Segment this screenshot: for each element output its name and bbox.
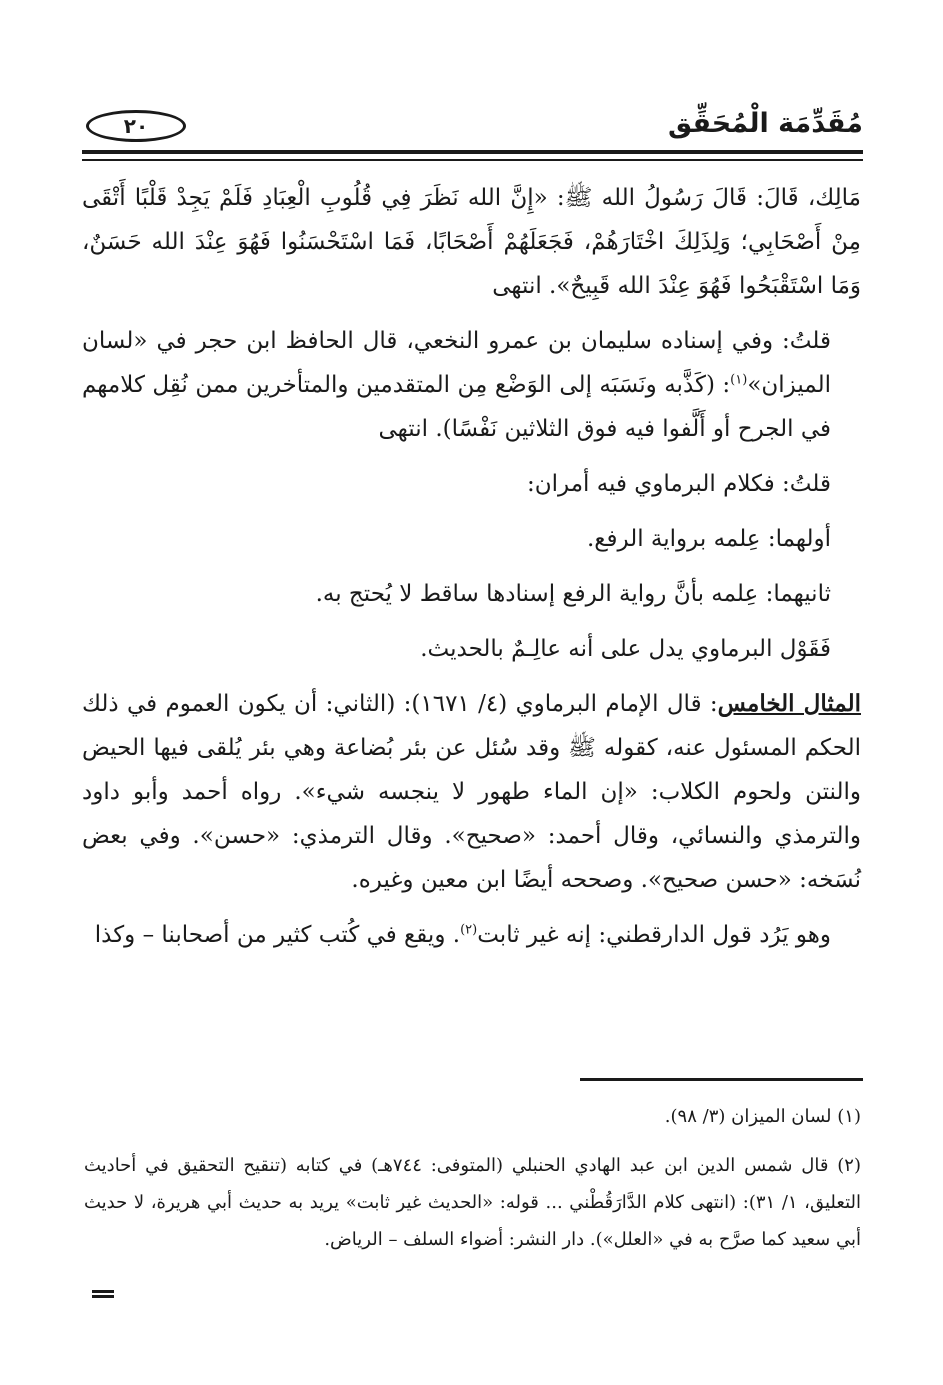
page-number-badge: ٢٠: [86, 110, 186, 142]
fifth-example-text: : قال الإمام البرماوي (٤/ ١٦٧١): (الثاني: أن يكون العموم في ذلك الحكم المسئول عنه، كقوله ﷺ وقد سُئل عن بئر بُضاعة وهي بئر يُلقى فيها الحيض والنتن ولحوم الكلاب: «إن الماء طهور لا ينجسه شيء». رواه أحمد وأبو داود والترمذي والنسائي، وقال أحمد: «صحيح». وقال الترمذي: «حسن». وفي بعض نُسَخه: «حسن صحيح». وصححه أيضًا ابن معين وغيره.: [82, 691, 861, 893]
paragraph-hadith: مَالِك، قَالَ: قَالَ رَسُولُ الله ﷺ: «إِنَّ الله نَظَرَ فِي قُلُوبِ الْعِبَادِ فَلَمْ يَجِدْ قَلْبًا أَتْقَى مِنْ أَصْحَابِي؛ وَلِذَلِكَ اخْتَارَهُمْ، فَجَعَلَهُمْ أَصْحَابًا، فَمَا اسْتَحْسَنُوا فَهُوَ عِنْدَ الله حَسَنٌ، وَمَا اسْتَقْبَحُوا فَهُوَ عِنْدَ الله قَبِيحٌ». انتهى: [82, 185, 861, 299]
paragraph-two-matters: قلتُ: فكلام البرماوي فيه أمران:: [526, 471, 831, 497]
paragraph-second-matter: ثانيهما: عِلمه بأنَّ رواية الرفع إسنادها ساقط لا يُحتج به.: [315, 581, 831, 607]
footnotes: [84, 1098, 861, 1270]
continuation-mark: [92, 1290, 114, 1298]
paragraph-daraqutni-text-b: . ويقع في كُتب كثير من أصحابنا – وكذا: [94, 922, 461, 948]
paragraph-isnad-text-a: قلتُ: وفي إسناده سليمان بن عمرو النخعي، قال الحافظ ابن حجر في «لسان الميزان»: [82, 328, 831, 398]
footnote-ref-1[interactable]: (١): [730, 372, 748, 388]
paragraph-daraqutni: [82, 913, 861, 957]
footnote-1: (١) لسان الميزان (٣/ ٩٨).: [664, 1106, 861, 1127]
header-rule-thin: [82, 159, 863, 161]
paragraph-conclusion: فَقَوْل البرماوي يدل على أنه عالِـمٌ بالحديث.: [420, 636, 831, 662]
header-rule-thick: [82, 150, 863, 154]
page-header: [84, 104, 863, 156]
paragraph-first-matter: أولهما: عِلمه برواية الرفع.: [586, 526, 831, 552]
paragraph-daraqutni-text-a: وهو يَرُد قول الدارقطني: إنه غير ثابت: [477, 922, 831, 948]
fifth-example-label: المثال الخامس: [717, 690, 861, 717]
footnote-ref-2[interactable]: (٢): [460, 922, 478, 938]
main-text: [82, 176, 861, 968]
running-title: مُقَدِّمَة الْمُحَقِّق: [668, 108, 863, 139]
paragraph-fifth-example: [82, 682, 861, 902]
footnote-separator: [580, 1078, 863, 1081]
paragraph-isnad: [82, 319, 861, 451]
paragraph-isnad-text-b: : (كَذَّبه ونَسَبَه إلى الوَضْع مِن المتقدمين والمتأخرين ممن نُقِل كلامهم في الجرح أو أَلَّفوا فيه فوق الثلاثين نَفْسًا). انتهى: [82, 372, 831, 442]
footnote-2: (٢) قال شمس الدين ابن عبد الهادي الحنبلي (المتوفى: ٧٤٤هـ) في كتابه (تنقيح التحقيق في أحاديث التعليق، ١/ ٣١): (انتهى كلام الدَّارَقُطْني ... قوله: «الحديث غير ثابت» يريد به حديث أبي هريرة، لا حديث أبي سعيد كما صرَّح به في «العلل»). دار النشر: أضواء السلف – الرياض.: [84, 1155, 861, 1250]
